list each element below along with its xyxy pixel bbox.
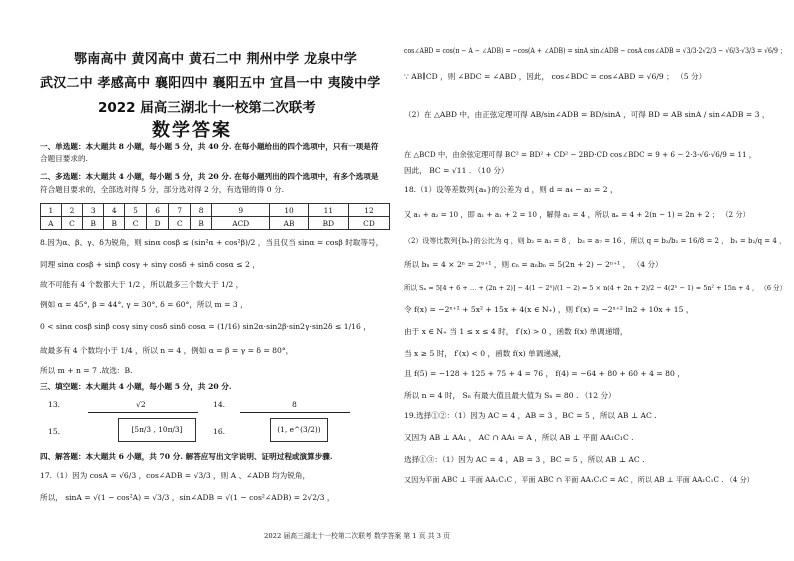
table-cell: 6 <box>146 204 169 217</box>
fill-16-number: 16. <box>213 427 226 436</box>
table-cell: C <box>61 217 83 230</box>
right-line-17: 所以 n = 4 时， Sₙ 有最大值且最大值为 Sₙ = 80 . （12 分） <box>404 391 616 400</box>
right-line-9: 又 a₁ + a₂ = 10 ，即 a₁ + a₁ + 2 = 10 ，解得 a₁ = 4 ，所以 aₙ = 4 + 2(n − 1) = 2n + 2 ； （2 分） <box>404 210 750 219</box>
fill-14-number: 14. <box>213 400 226 409</box>
right-line-15: 当 x ≥ 5 时， f′(x) < 0 ，函数 f(x) 单调递减， <box>404 349 567 358</box>
table-cell: 8 <box>191 204 212 217</box>
right-line-2: ∵ AB∥CD ，则 ∠BDC = ∠ABD ，因此， cos∠BDC = cos∠ABD = √6/9 ； （5 分） <box>404 72 707 81</box>
q17-line-1: 17.（1）因为 cosA = √6/3 ，cos∠ADB = √3/3 ，则 A 、∠ADB 均为锐角， <box>40 471 311 480</box>
table-cell: ACD <box>212 217 270 230</box>
fill-14-underline <box>240 411 350 413</box>
right-line-21: 又因为平面 ABC ⊥ 平面 AA₁C₁C ，平面 ABC ∩ 平面 AA₁C₁C = AC ，所以 AB ⊥ 平面 AA₁C₁C . （4 分） <box>404 475 754 484</box>
page-footer: 2022 届高三湖北十一校第二次联考 数学答案 第 1 页 共 3 页 <box>264 532 450 540</box>
answer-table <box>40 203 390 230</box>
right-line-11: 所以 bₙ = 4 × 2ⁿ = 2ⁿ⁺¹ ，则 cₙ = aₙbₙ = 5(2n + 2) − 2ⁿ⁺¹ ， （4 分） <box>404 260 663 269</box>
table-cell: 2 <box>61 204 83 217</box>
right-line-16: 且 f(5) = −128 + 125 + 75 + 4 = 76 ， f(4) = −64 + 80 + 60 + 4 = 80 ， <box>404 369 685 378</box>
table-cell: B <box>83 217 104 230</box>
right-line-6: 在 △BCD 中，由余弦定理可得 BC² = BD² + CD² − 2BD·CD cos∠BDC = 9 + 6 − 2·3·√6·√6/9 = 11 ， <box>404 150 757 159</box>
right-line-7: 因此， BC = √11 . （10 分） <box>404 166 509 175</box>
right-line-13: 令 f(x) = −2ˣ⁺² + 5x² + 15x + 4(x ∈ N₊) ，则 f′(x) = −2ˣ⁺² ln2 + 10x + 15 ， <box>404 305 694 314</box>
q8-line-2: 同理 sinα cosβ + sinβ cosγ + sinγ cosδ + sinδ cosα ≤ 2 ， <box>40 260 260 269</box>
q8-line-4: 例如 α = 45°, β = 44°, γ = 30°, δ = 60°，所以 m = 3 ， <box>40 300 248 309</box>
right-line-14: 由于 x ∈ N₊ 当 1 ≤ x ≤ 4 时， f′(x) > 0 ，函数 f(x) 单调递增， <box>404 327 628 336</box>
table-cell: B <box>104 217 125 230</box>
table-cell: 1 <box>41 204 62 217</box>
table-cell: D <box>146 217 169 230</box>
doc-title: 数学答案 <box>152 120 232 141</box>
table-cell: 3 <box>83 204 104 217</box>
q8-line-3: 故不可能有 4 个数都大于 1/2 ，所以最多三个数大于 1/2 ， <box>40 280 244 289</box>
table-cell: 9 <box>212 204 270 217</box>
section-4-heading: 四、解答题：本大题共 6 小题，共 70 分. 解答应写出文字说明、证明过程或演算步骤. <box>40 452 333 461</box>
section-1-heading: 一、单选题：本大题共 8 小题，每小题 5 分，共 40 分. 在每小题给出的四个选项中，只有一项是符 <box>40 142 379 151</box>
section-3-heading: 三、填空题：本大题共 4 小题，每小题 5 分，共 20 分. <box>40 382 232 391</box>
table-cell: A <box>41 217 62 230</box>
q8-line-1: 8.因为α、β、γ、δ为锐角，则 sinα cosβ ≤ (sin²α + cos²β)/2 ，当且仅当 sinα = cosβ 时取等号， <box>40 238 384 247</box>
table-cell: 7 <box>169 204 191 217</box>
q8-line-5: 0 < sinα cosβ sinβ cosγ sinγ cosδ sinδ cosα = (1/16) sin2α·sin2β·sin2γ·sin2δ ≤ 1/16 ， <box>40 322 371 331</box>
answer-table-answers-row <box>41 217 390 230</box>
right-line-10: （2）设等比数列{bₙ}的公比为 q ，则 b₂ = a₃ = 8 ， b₃ = a₇ = 16 ，所以 q = b₃/b₂ = 16/8 = 2 ， b₁ = b₂/q = 4 ， <box>404 237 787 245</box>
answer-table-numbers-row <box>41 204 390 217</box>
table-cell: 10 <box>270 204 308 217</box>
table-cell: 11 <box>308 204 348 217</box>
right-line-19: 又因为 AB ⊥ AA₁ ， AC ∩ AA₁ = A ，所以 AB ⊥ 平面 AA₁C₁C . <box>404 433 634 442</box>
table-cell: BD <box>308 217 348 230</box>
right-line-12: 所以 Sₙ = 5[4 + 6 + … + (2n + 2)] − 4(1 − 2ⁿ)/(1 − 2) = 5 × n(4 + 2n + 2)/2 − 4(2ⁿ − 1) = 5n² + 15n + 4 ， （6 分） <box>404 284 787 292</box>
fill-13-number: 13. <box>48 400 61 409</box>
fill-13-underline <box>88 411 198 413</box>
right-line-20: 选择①③：（1）因为 AC = 4 ，AB = 3 ，BC = 5 ，所以 AB ⊥ AC . <box>404 455 645 464</box>
q8-line-6: 故最多有 4 个数均小于 1/4 ，所以 n = 4 ，例如 α = β = γ = δ = 80°， <box>40 346 294 355</box>
table-cell: B <box>191 217 212 230</box>
fill-16-answer: (1, e^(3/2)) <box>270 418 328 442</box>
right-line-4: （2）在 △ABD 中，由正弦定理可得 AB/sin∠ADB = BD/sinA ，可得 BD = AB sinA / sin∠ADB = 3 ， <box>404 110 770 119</box>
section-2-heading: 二、多选题：本大题共 4 小题，每小题 5 分，共 20 分. 在每小题列出的四个选项中，有多个选项是 <box>40 172 379 181</box>
right-line-1: cos∠ABD = cos(π − A − ∠ADB) = −cos(A + ∠ADB) = sinA sin∠ADB − cosA cos∠ADB = √3/3·2√2/3 − √6/3·√3/3 = √6/9 ； <box>404 47 787 55</box>
schools-line-2: 武汉二中 孝感高中 襄阳四中 襄阳五中 宜昌一中 夷陵中学 <box>40 76 381 91</box>
table-cell: C <box>169 217 191 230</box>
table-cell: 12 <box>348 204 389 217</box>
section-1-heading-cont: 合题目要求的. <box>40 154 88 163</box>
table-cell: 4 <box>104 204 125 217</box>
q8-line-7: 所以 m + n = 7 .故选：B. <box>40 366 133 375</box>
exam-title: 2022 届高三湖北十一校第二次联考 <box>98 100 316 116</box>
table-cell: 5 <box>125 204 147 217</box>
table-cell: CD <box>348 217 389 230</box>
q17-line-2: 所以， sinA = √(1 − cos²A) = √3/3 ，sin∠ADB = √(1 − cos²∠ADB) = 2√2/3 ， <box>40 493 335 502</box>
schools-line-1: 鄂南高中 黄冈高中 黄石二中 荆州中学 龙泉中学 <box>74 52 357 67</box>
fill-15-answer: [5π/3 , 10π/3] <box>118 418 196 442</box>
fill-15-number: 15. <box>48 427 61 436</box>
table-cell: AB <box>270 217 308 230</box>
section-2-heading-cont: 符合题目要求的，全部选对得 5 分，部分选对得 2 分，有选错的得 0 分. <box>40 185 285 194</box>
fill-13-answer: √2 <box>136 400 146 409</box>
right-line-8: 18.（1）设等差数列{aₙ}的公差为 d ，则 d = a₄ − a₂ = 2 ， <box>404 185 618 194</box>
table-cell: C <box>125 217 147 230</box>
right-line-18: 19.选择①②：（1）因为 AC = 4 ，AB = 3 ，BC = 5 ，所以 AB ⊥ AC . <box>404 411 657 420</box>
fill-14-answer: 8 <box>292 400 297 409</box>
